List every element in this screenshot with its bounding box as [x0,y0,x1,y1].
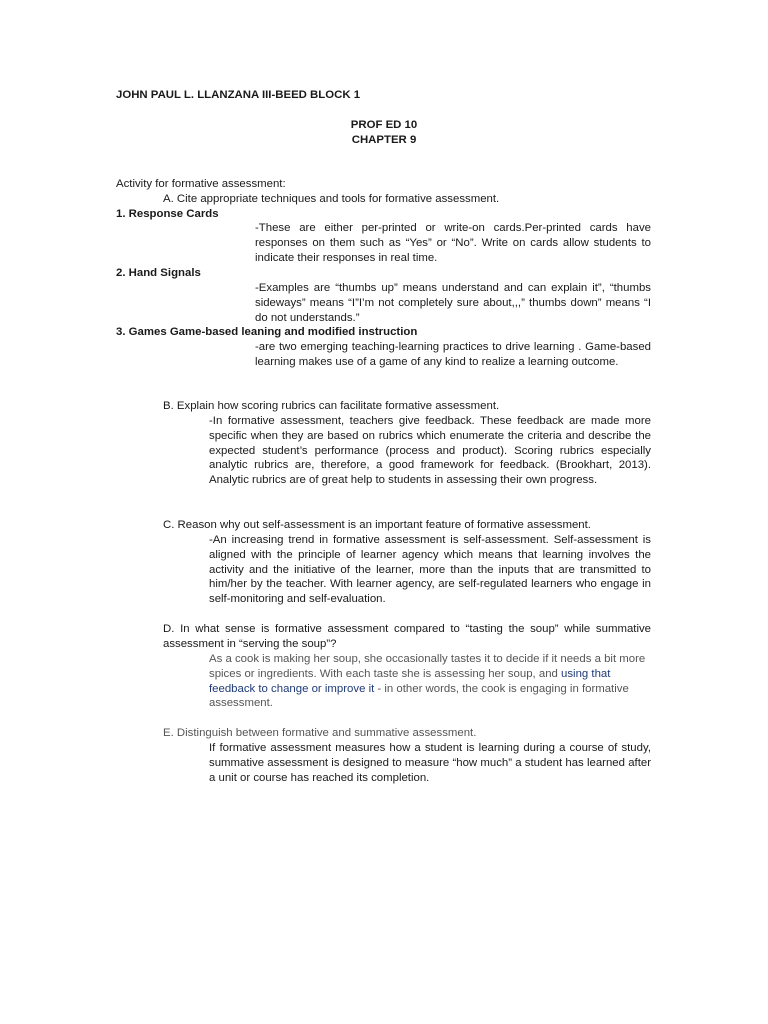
part-e-answer: If formative assessment measures how a student is learning during a course of study, summative assessment is designed to measure “how much” a student has learned after a unit or course has reached its completion. [209,742,651,784]
item-3-text: -are two emerging teaching-learning practices to drive learning . Game-based learning makes use of a game of any kind to realize a learning outcome. [255,341,651,368]
item-3-heading: 3. Games Game-based leaning and modified instruction [116,326,418,338]
course-title: PROF ED 10 [350,119,418,131]
part-e-question: E. Distinguish between formative and summative assessment. [163,727,477,739]
part-c-question: C. Reason why out self-assessment is an important feature of formative assessment. [163,519,591,531]
part-b-answer: -In formative assessment, teachers give feedback. These feedback are made more specific when they are based on rubrics which enumerate the criteria and describe the expected student’s performance (process and product). Scoring rubrics especially analytic rubrics are, therefore, a good framework for feedback. (Brookhart, 2013). Analytic rubrics are of great help to students in assessing their own progress. [209,415,651,487]
part-d-answer-start: As a cook is making her soup, she occasionally tastes it to decide if it needs a bit more spices or ingredients. With each taste she is assessing her soup, and [209,653,646,680]
item-1-heading: 1. Response Cards [116,208,219,220]
part-a-prompt: A. Cite appropriate techniques and tools for formative assessment. [163,193,500,205]
item-2-heading: 2. Hand Signals [116,267,201,279]
part-d-answer-highlight: using that feedback to change or improve it [209,667,611,695]
part-b-question: B. Explain how scoring rubrics can facilitate formative assessment. [163,400,500,412]
part-d-answer-end: - in other words, the cook is engaging in formative assessment. [209,682,629,710]
part-d-question: D. In what sense is formative assessment compared to “tasting the soup” while summative assessment in “serving the soup”? [163,623,651,650]
part-d-answer [209,652,651,711]
item-2-text: -Examples are “thumbs up” means understand and can explain it”, “thumbs sideways” means “I”I’m not completely sure about,,,” thumbs down” means “I do not understands.” [255,282,651,324]
activity-title: Activity for formative assessment: [116,178,286,190]
chapter-title: CHAPTER 9 [351,134,417,146]
item-1-text: -These are either per-printed or write-on cards.Per-printed cards have responses on them such as “Yes” or “No”. Write on cards allow students to indicate their responses in real time. [255,222,651,264]
part-c-answer: -An increasing trend in formative assessment is self-assessment. Self-assessment is aligned with the principle of learner agency which means that learning involves the activity and the initiative of the learner, more than the inputs that are transmitted to him/her by the teacher. With learner agency, are self-regulated learners who engage in self-monitoring and self-evaluation. [209,534,651,606]
student-info: JOHN PAUL L. LLANZANA III-BEED BLOCK 1 [116,89,361,101]
